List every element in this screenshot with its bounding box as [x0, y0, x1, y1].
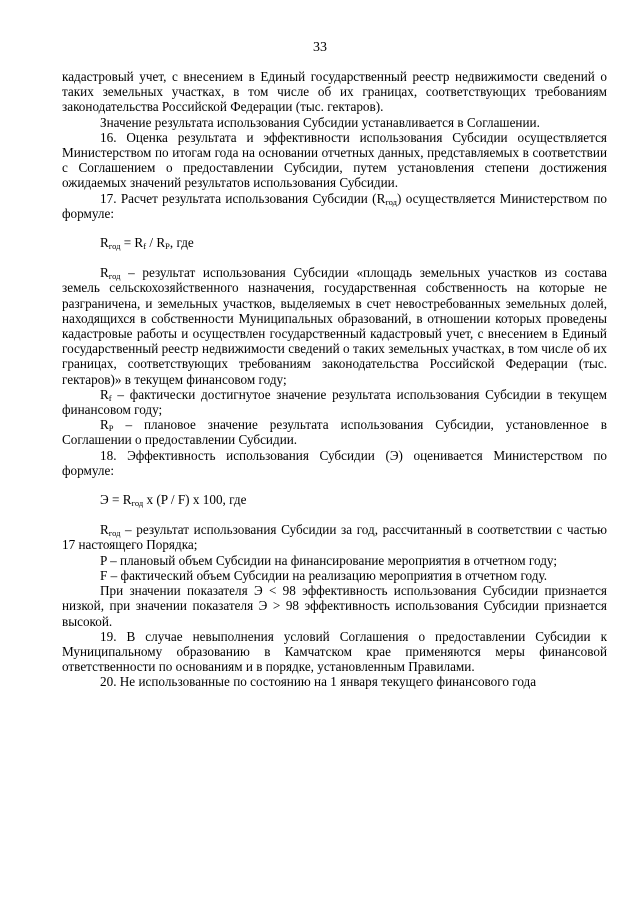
definition-r-f: $R_f$ – фактически достигнутое значение результата использования Субсидии в текущем финансовом году; — [62, 386, 607, 418]
paragraph-result-value: Значение результата использования Субсидии устанавливается в Соглашении. — [100, 114, 540, 130]
formula-result: $R_{год} = R_f / R_P$, где — [100, 235, 194, 252]
formula-efficiency: $Э = R_{год}$ х (P / F) х 100, где — [100, 492, 247, 509]
definition-p: P – плановый объем Субсидии на финансирование мероприятия в отчетном году; — [100, 552, 558, 568]
paragraph-19: 19. В случае невыполнения условий Соглашения о предоставлении Субсидии к Муниципальному образованию в Камчатском крае применяются меры финансовой ответственности по основаниям и в порядке, установленным Правилами. — [62, 628, 607, 675]
paragraph-efficiency-threshold: При значении показателя Э < 98 эффективность использования Субсидии признается низкой, при значении показателя Э > 98 эффективность использования Субсидии признается высокой. — [62, 583, 607, 629]
paragraph-continuation: кадастровый учет, с внесением в Единый государственный реестр недвижимости сведений о таких земельных участках, в том числе об их границах, соответствующих требованиям законодательства Российской Федерации (тыс. гектаров). — [62, 69, 607, 115]
paragraph-18: 18. Эффективность использования Субсидии (Э) оценивается Министерством по формуле: — [62, 447, 607, 478]
definition-r-p: $R_P$ – плановое значение результата использования Субсидии, установленное в Соглашении о предоставлении Субсидии. — [62, 417, 607, 448]
paragraph-17: 17. Расчет результата использования Субсидии $(R_{год})$ осуществляется Министерством по формуле: — [62, 190, 607, 221]
definition-f: F – фактический объем Субсидии на реализацию мероприятия в отчетном году. — [100, 567, 548, 583]
paragraph-16: 16. Оценка результата и эффективности использования Субсидии осуществляется Министерством по итогам года на основании отчетных данных, представляемых в соответствии с Соглашением о предоставлении Субсидии, путем установления степени достижения ожидаемых значений результатов использования Субсидии. — [62, 129, 607, 191]
definition-r-god: $R_{год}$ – результат использования Субсидии «площадь земельных участков из состава земель сельскохозяйственного назначения, государственная собственность на которые не разграничена, и земельных участков, выделяемых в счет невостребованных земельных долей, находящихся в собственности Муниципальных образований, в отношении которых проведены кадастровые работы и осуществлен государственный кадастровый учет, с внесением в Единый государственный реестр недвижимости сведений о таких земельных участках, в том числе об их границах, соответствующих требованиям законодательства Российской Федерации (тыс. гектаров)» в текущем финансовом году; — [62, 265, 607, 387]
definition-r-god-year: $R_{год}$ – результат использования Субсидии за год, рассчитанный в соответствии с частью 17 настоящего Порядка; — [62, 522, 607, 553]
paragraph-20: 20. Не использованные по состоянию на 1 января текущего финансового года — [100, 674, 537, 690]
document-body — [62, 69, 607, 690]
page-number: 33 — [313, 40, 327, 55]
